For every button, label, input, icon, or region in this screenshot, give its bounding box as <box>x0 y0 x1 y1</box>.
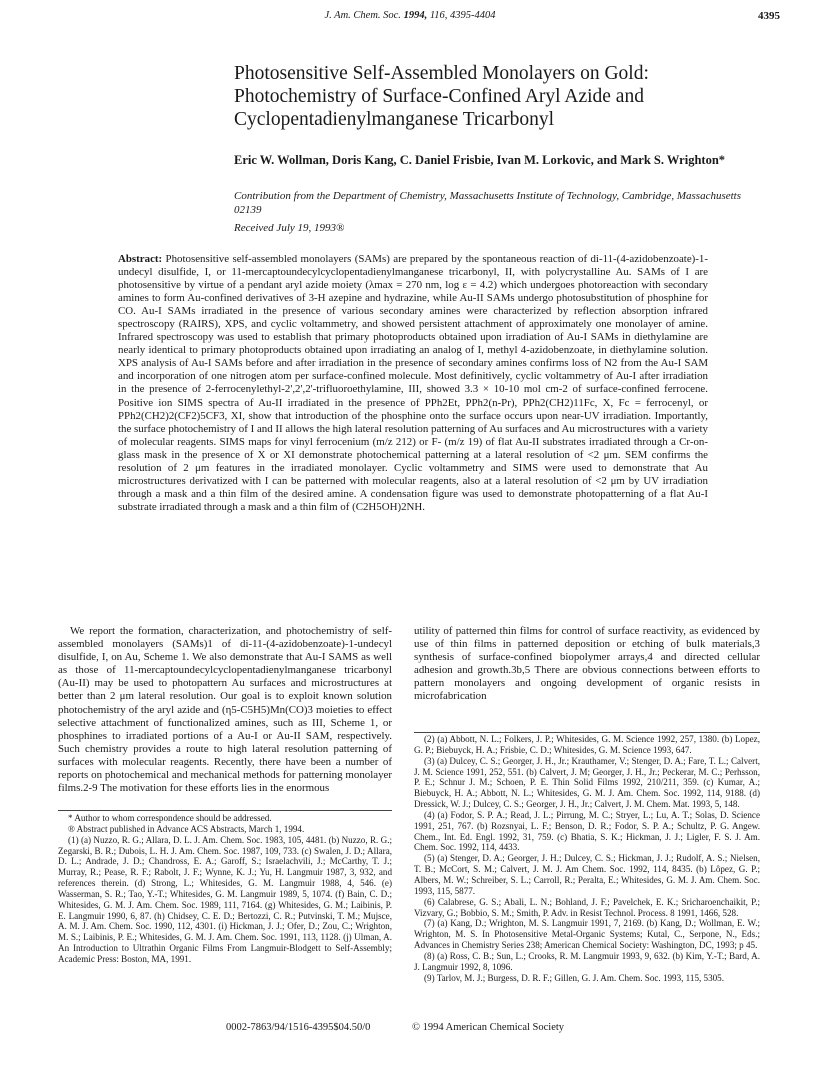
footnote: * Author to whom correspondence should be addressed. <box>68 813 272 823</box>
author-list: Eric W. Wollman, Doris Kang, C. Daniel Frisbie, Ivan M. Lorkovic, and Mark S. Wrighton* <box>234 153 726 167</box>
received-date: Received July 19, 1993® <box>234 222 345 234</box>
abstract-label: Abstract: <box>118 253 163 265</box>
reference: (7) (a) Kang, D.; Wrighton, M. S. Langmuir 1991, 7, 2169. (b) Kang, D.; Wollman, E. W.; Wrighton, M. S. In Photosensitive Metal-Organic Systems; Kutal, C., Serpone, N., Eds.; Advances in Chemistry Series 238; American Chemical Society: Washington, DC, 1993; p 45. <box>414 918 760 951</box>
reference: (6) Calabrese, G. S.; Abali, L. N.; Bohland, J. F.; Pavelchek, E. K.; Sricharoenchaikit, P.; Vizvary, G.; Bobbio, S. M.; Smith, P. Adv. in Resist Technol. Process. 8 1991, 1466, 528. <box>414 896 760 918</box>
reference: (1) (a) Nuzzo, R. G.; Allara, D. L. J. Am. Chem. Soc. 1983, 105, 4481. (b) Nuzzo, R. G.; Zegarski, B. R.; Dubois, L. H. J. Am. Chem. Soc. 1987, 109, 733. (c) Swalen, J. D.; Allara, D. L.; Andrade, J. D.; Chandross, E. A.; Garoff, S.; Israelachvili, J.; McCarthy, T. J.; Murray, R.; Pease, R. F.; Rabolt, J. F.; Wynne, K. J.; Yu, H. Langmuir 1987, 3, 932, and references therein. (d) Strong, L.; Whitesides, G. M. Langmuir 1988, 4, 546. (e) Wasserman, S. R.; Tao, Y.-T.; Whitesides, G. M. Langmuir 1989, 5, 1074. (f) Bain, C. D.; Whitesides, G. M. J. Am. Chem. Soc. 1989, 111, 7164. (g) Whitesides, G. M.; Laibinis, P. E. Langmuir 1990, 6, 87. (h) Chidsey, C. E. D.; Bertozzi, C. R.; Putvinski, T. M.; Mujsce, A. M. J. Am. Chem. Soc. 1990, 112, 4301. (i) Hickman, J. J.; Ofer, D.; Zou, C.; Wrighton, M. S.; Laibinis, P. E.; Whitesides, G. M. J. Am. Chem. Soc. 1991, 113, 1128. (j) Ulman, A. An Introduction to Ultrathin Organic Films From Langmuir-Blodgett to Self-Assembly; Academic Press: Boston, MA, 1991. <box>58 834 392 964</box>
body-text-right: utility of patterned thin films for control of surface reactivity, as evidenced by use of thin films in patterned deposition or etching of bulk materials,3 synthesis of surface-confined biopolymer arrays,4 and directed cellular adhesion and growth.3b,5 There are obvious connections between efforts to pattern monolayers and ongoing development of organic resists in microfabrication <box>414 625 760 703</box>
footnote-divider-left <box>58 810 392 811</box>
reference: (9) Tarlov, M. J.; Burgess, D. R. F.; Gillen, G. J. Am. Chem. Soc. 1993, 115, 5305. <box>424 972 724 983</box>
reference: (8) (a) Ross, C. B.; Sun, L.; Crooks, R. M. Langmuir 1993, 9, 632. (b) Kim, Y.-T.; Bard, A. J. Langmuir 1992, 8, 1096. <box>414 950 760 972</box>
running-head <box>180 10 640 21</box>
journal-year: 1994, <box>403 10 428 21</box>
reference: (4) (a) Fodor, S. P. A.; Read, J. L.; Pirrung, M. C.; Stryer, L.; Lu, A. T.; Solas, D. Science 1991, 251, 767. (b) Rozsnyai, L. F.; Benson, D. R.; Fodor, S. P. A.; Schultz, P. G. Angew. Chem., Int. Ed. Engl. 1992, 31, 759. (c) Bhatia, S. K.; Hickman, J. J.; Ligler, F. S. J. Am. Chem. Soc. 1992, 114, 4433. <box>414 809 760 853</box>
abstract-text: Photosensitive self-assembled monolayers (SAMs) are prepared by the spontaneous reaction of di-11-(4-azidobenzoate)-1-undecyl disulfide, I, or 11-mercaptoundecylcyclopentadienylmanganese tricarbonyl, II, with polycrystalline Au. SAMs of I are photosensitive by virtue of a pendant aryl azide moiety (λmax = 270 nm, log ε = 4.2) which undergoes photoreaction with secondary amines to form Au-confined derivatives of 3-H azepine and hydrazine, while Au-II SAMs undergo photosubstitution of phosphine for CO. Au-I SAMs irradiated in the presence of various secondary amines were characterized by reflection absorption infrared spectroscopy (RAIRS), XPS, and cyclic voltammetry, and showed persistent attachment of approximately one monolayer of amine. Infrared spectroscopy was used to establish that primary photoproducts obtained upon irradiation of Au-I SAMs in diethylamine are nearly identical to primary photoproducts obtained upon irradiating an analog of I, methyl 4-azidobenzoate, in diethylamine solution. XPS analysis of Au-I SAMs before and after irradiation in the presence of secondary amines confirms loss of N2 from the Au-I SAM and incorporation of one nitrogen atom per surface-confined molecule. Most definitively, cyclic voltammetry of Au-I after irradiation in the presence of 2-ferrocenylethyl-2',2',2'-trifluoroethylamine, III, showed 3.3 × 10-10 mol cm-2 of surface-confined ferrocene. Positive ion SIMS spectra of Au-II irradiated in the presence of PPh2Et, PPh2(n-Pr), PPh2(CH2)11Fc, X, Fc = ferrocenyl, or PPh2(CH2)2(CF2)5CF3, XI, show that introduction of the phosphine onto the surface occurs upon near-UV irradiation. Importantly, the surface photochemistry of I and II allows the high lateral resolution patterning of Au surfaces and Au microstructures with a variety of molecular reagents. SIMS maps for vinyl ferrocenium (m/z 212) or F- (m/z 19) of flat Au-II substrates irradiated through a Cr-on-glass mask in the presence of X or XI demonstrate photochemical patterning at a lateral resolution of <2 μm. SEM confirms the resolution of 2 μm features in the irradiated monolayer. Cyclic voltammetry and SIMS were used to demonstrate that Au microstructures derivatized with I can be patterned with molecular reagents, also at a lateral resolution of <2 μm by UV irradiation through a mask and a thin film of the desired amine. A condensation figure was used to demonstrate photopatterning of a flat Au-I substrate irradiated through a mask and a thin film of (C2H5OH)2NH. <box>118 253 708 513</box>
footnotes-left <box>58 813 392 965</box>
affiliation: Contribution from the Department of Chemistry, Massachusetts Institute of Technology, Cambridge, Massachusetts 02139 <box>234 190 742 216</box>
article-title: Photosensitive Self-Assembled Monolayers on Gold: Photochemistry of Surface-Confined Aryl Azide and Cyclopentadienylmanganese Tricarbonyl <box>234 63 649 130</box>
reference: (2) (a) Abbott, N. L.; Folkers, J. P.; Whitesides, G. M. Science 1992, 257, 1380. (b) Lopez, G. P.; Biebuyck, H. A.; Frisbie, C. D.; Whitesides, G. M. Science 1993, 647. <box>414 734 760 755</box>
footnotes-right <box>414 734 760 983</box>
footnote-divider-right <box>414 732 760 733</box>
journal-name: J. Am. Chem. Soc. <box>324 10 401 21</box>
footnote: ® Abstract published in Advance ACS Abstracts, March 1, 1994. <box>68 823 305 834</box>
copyright-line: © 1994 American Chemical Society <box>412 1022 565 1033</box>
article-code: 0002-7863/94/1516-4395$04.50/0 <box>226 1022 371 1033</box>
reference: (5) (a) Stenger, D. A.; Georger, J. H.; Dulcey, C. S.; Hickman, J. J.; Rudolf, A. S.; Nielsen, T. B.; McCort, S. M.; Calvert, J. M. J. Am Chem. Soc. 1992, 114, 8435. (b) Lôpez, G. P.; Albers, M. W.; Schreiber, S. L.; Carroll, R.; Peralta, E.; Whitesides, G. M. J. Am. Chem. Soc. 1993, 115, 5877. <box>414 853 760 896</box>
journal-volume: 116, <box>429 10 448 21</box>
journal-pages: 4395-4404 <box>450 10 496 21</box>
reference: (3) (a) Dulcey, C. S.; Georger, J. H., Jr.; Krauthamer, V.; Stenger, D. A.; Fare, T. L.; Calvert, J. M. Science 1991, 252, 551. (b) Calvert, J. M; Georger, J. H., Jr.; Peckerar, M. C.; Perhsson, P. E.; Schnur J. M.; Schoen, P. E. Thin Solid Films 1992, 210/211, 359. (c) Kumar, A.; Biebuyck, H. A.; Abbott, N. L.; Whitesides, G. M. J. Am. Chem. Soc. 1992, 114, 9188. (d) Dressick, W. J.; Dulcey, C. S.; Georger, J. H., Jr.; Calvert, J. M. Chem. Mat. 1993, 5, 148. <box>414 755 760 810</box>
abstract <box>118 253 708 514</box>
body-text-left: We report the formation, characterization, and photochemistry of self-assembled monolayers (SAMs)1 of di-11-(4-azidobenzoate)-1-undecyl disulfide, I, on Au, Scheme 1. We also demonstrate that Au-I SAMS as well as those of 11-mercaptoundecylcyclopentadienylmanganese tricarbonyl (Au-II) may be used to photopattern Au surfaces and microstructures at better than 2 μm lateral resolution. Our goal is to exploit known solution photochemistry of the aryl azide and (η5-C5H5)Mn(CO)3 moieties to effect selective attachment of functionalized amines, such as III, Scheme 1, or phosphines to irradiated portions of a Au-I or Au-II SAM, respectively. Such chemistry provides a route to high lateral resolution patterning of surfaces with molecular reagents. Recently, there have been a number of reports on photochemical and mechanical methods for patterning monolayer films.2-9 The motivation for these efforts lies in the enormous <box>58 625 392 795</box>
page-number: 4395 <box>758 10 780 22</box>
